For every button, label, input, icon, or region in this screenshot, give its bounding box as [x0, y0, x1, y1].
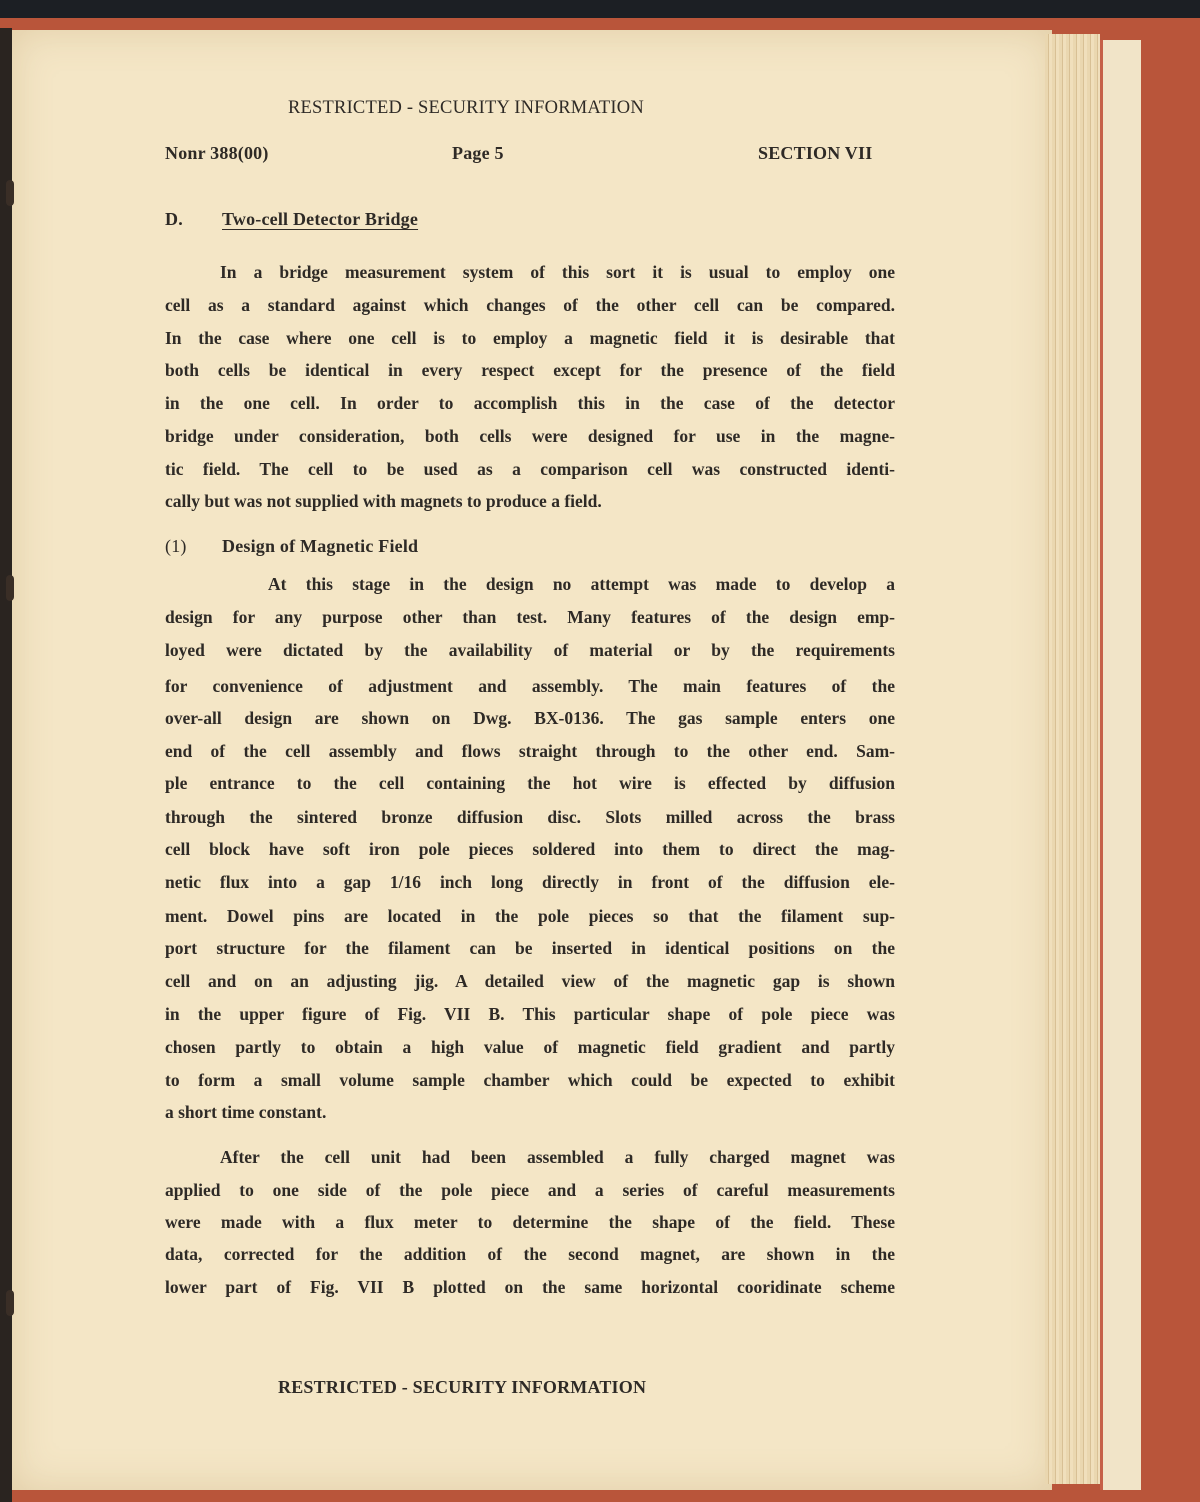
back-cover-edge — [1100, 40, 1141, 1490]
text-line: over-all design are shown on Dwg. BX-0136. The gas sample enters one — [165, 708, 895, 728]
text-line: loyed were dictated by the availability of material or by the requirements — [165, 640, 895, 660]
section-label: SECTION VII — [758, 143, 873, 163]
text-line: both cells be identical in every respect except for the presence of the field — [165, 360, 895, 380]
text-line: netic flux into a gap 1/16 inch long directly in front of the diffusion ele- — [165, 872, 895, 892]
text-line: In a bridge measurement system of this sort it is usual to employ one — [220, 262, 895, 282]
contract-number: Nonr 388(00) — [165, 143, 269, 163]
heading-title: Two-cell Detector Bridge — [222, 209, 419, 229]
text-line: At this stage in the design no attempt was made to develop a — [268, 574, 895, 594]
text-line: in the one cell. In order to accomplish this in the case of the detector — [165, 393, 895, 413]
binding-hole — [6, 575, 14, 601]
text-line: tic field. The cell to be used as a comparison cell was constructed identi- — [165, 459, 895, 479]
text-line: ple entrance to the cell containing the hot wire is effected by diffusion — [165, 773, 895, 793]
text-line: After the cell unit had been assembled a fully charged magnet was — [220, 1147, 895, 1167]
text-line: a short time constant. — [165, 1102, 327, 1122]
text-line: In the case where one cell is to employ a magnetic field it is desirable that — [165, 328, 895, 348]
page-number: Page 5 — [452, 143, 504, 163]
text-line: end of the cell assembly and flows straight through to the other end. Sam- — [165, 741, 895, 761]
text-line: for convenience of adjustment and assembly. The main features of the — [165, 676, 895, 696]
text-line: data, corrected for the addition of the second magnet, are shown in the — [165, 1244, 895, 1264]
binding-hole — [6, 1290, 14, 1316]
header-classification: RESTRICTED - SECURITY INFORMATION — [288, 98, 644, 118]
text-line: lower part of Fig. VII B plotted on the same horizontal cooridinate scheme — [165, 1277, 895, 1297]
text-line: through the sintered bronze diffusion disc. Slots milled across the brass — [165, 807, 895, 827]
text-line: cell as a standard against which changes of the other cell can be compared. — [165, 295, 895, 315]
text-line: cally but was not supplied with magnets to produce a field. — [165, 491, 602, 511]
heading-letter: D. — [165, 209, 183, 229]
book-spine — [0, 28, 12, 1502]
text-line: were made with a flux meter to determine the shape of the field. These — [165, 1212, 895, 1232]
page-edges — [1045, 34, 1100, 1484]
binding-hole — [6, 180, 14, 206]
text-line: cell and on an adjusting jig. A detailed view of the magnetic gap is shown — [165, 971, 895, 991]
subheading-title: Design of Magnetic Field — [222, 536, 419, 556]
text-line: ment. Dowel pins are located in the pole pieces so that the filament sup- — [165, 906, 895, 926]
footer-classification: RESTRICTED - SECURITY INFORMATION — [278, 1377, 647, 1397]
text-line: bridge under consideration, both cells were designed for use in the magne- — [165, 426, 895, 446]
text-line: design for any purpose other than test. Many features of the design emp- — [165, 607, 895, 627]
text-line: applied to one side of the pole piece and a series of careful measurements — [165, 1180, 895, 1200]
text-line: chosen partly to obtain a high value of magnetic field gradient and partly — [165, 1037, 895, 1057]
text-line: port structure for the filament can be inserted in identical positions on the — [165, 938, 895, 958]
text-line: in the upper figure of Fig. VII B. This particular shape of pole piece was — [165, 1004, 895, 1024]
subheading-number: (1) — [165, 536, 187, 556]
text-line: cell block have soft iron pole pieces soldered into them to direct the mag- — [165, 839, 895, 859]
text-line: to form a small volume sample chamber which could be expected to exhibit — [165, 1070, 895, 1090]
